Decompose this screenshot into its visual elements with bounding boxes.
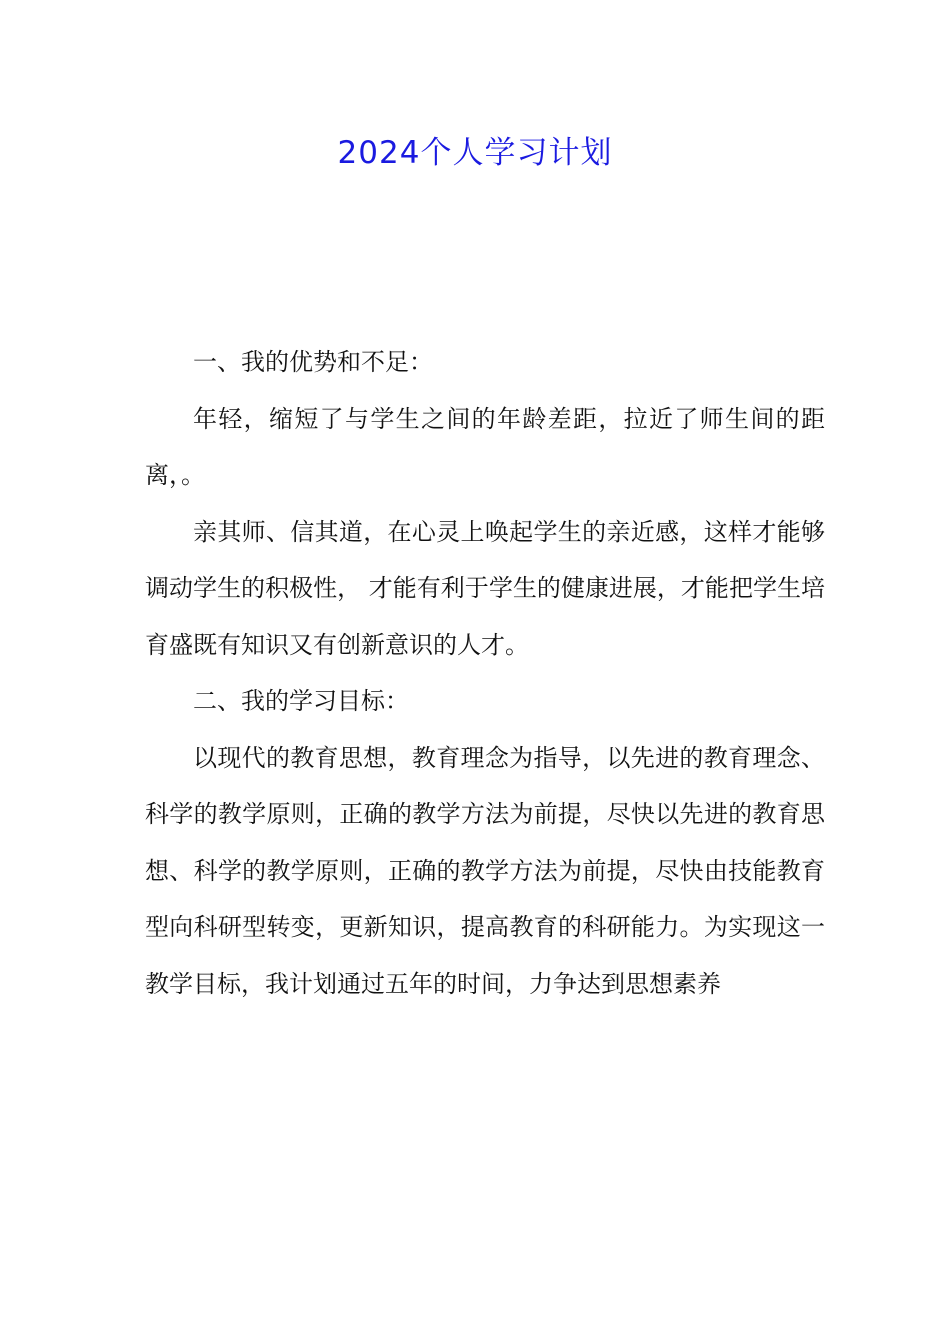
paragraph: 以现代的教育思想，教育理念为指导，以先进的教育理念、科学的教学原则，正确的教学方法为前提，尽快以先进的教育思想、科学的教学原则，正确的教学方法为前提，尽快由技能教育型向科研型转变，更新知识，提高教育的科研能力。为实现这一教学目标，我计划通过五年的时间，力争达到思想素养 (145, 743, 825, 998)
paragraph: 年轻，缩短了与学生之间的年龄差距，拉近了师生间的距离，。 (145, 404, 825, 489)
document-body (145, 334, 825, 1012)
paragraph: 亲其师、信其道，在心灵上唤起学生的亲近感，这样才能够调动学生的积极性， 才能有利于学生的健康进展，才能把学生培育盛既有知识又有创新意识的人才。 (145, 517, 825, 659)
document-title: 2024个人学习计划 (337, 135, 613, 171)
section-heading-goals: 二、我的学习目标： (193, 687, 409, 715)
section-heading-strengths: 一、我的优势和不足： (193, 348, 433, 376)
